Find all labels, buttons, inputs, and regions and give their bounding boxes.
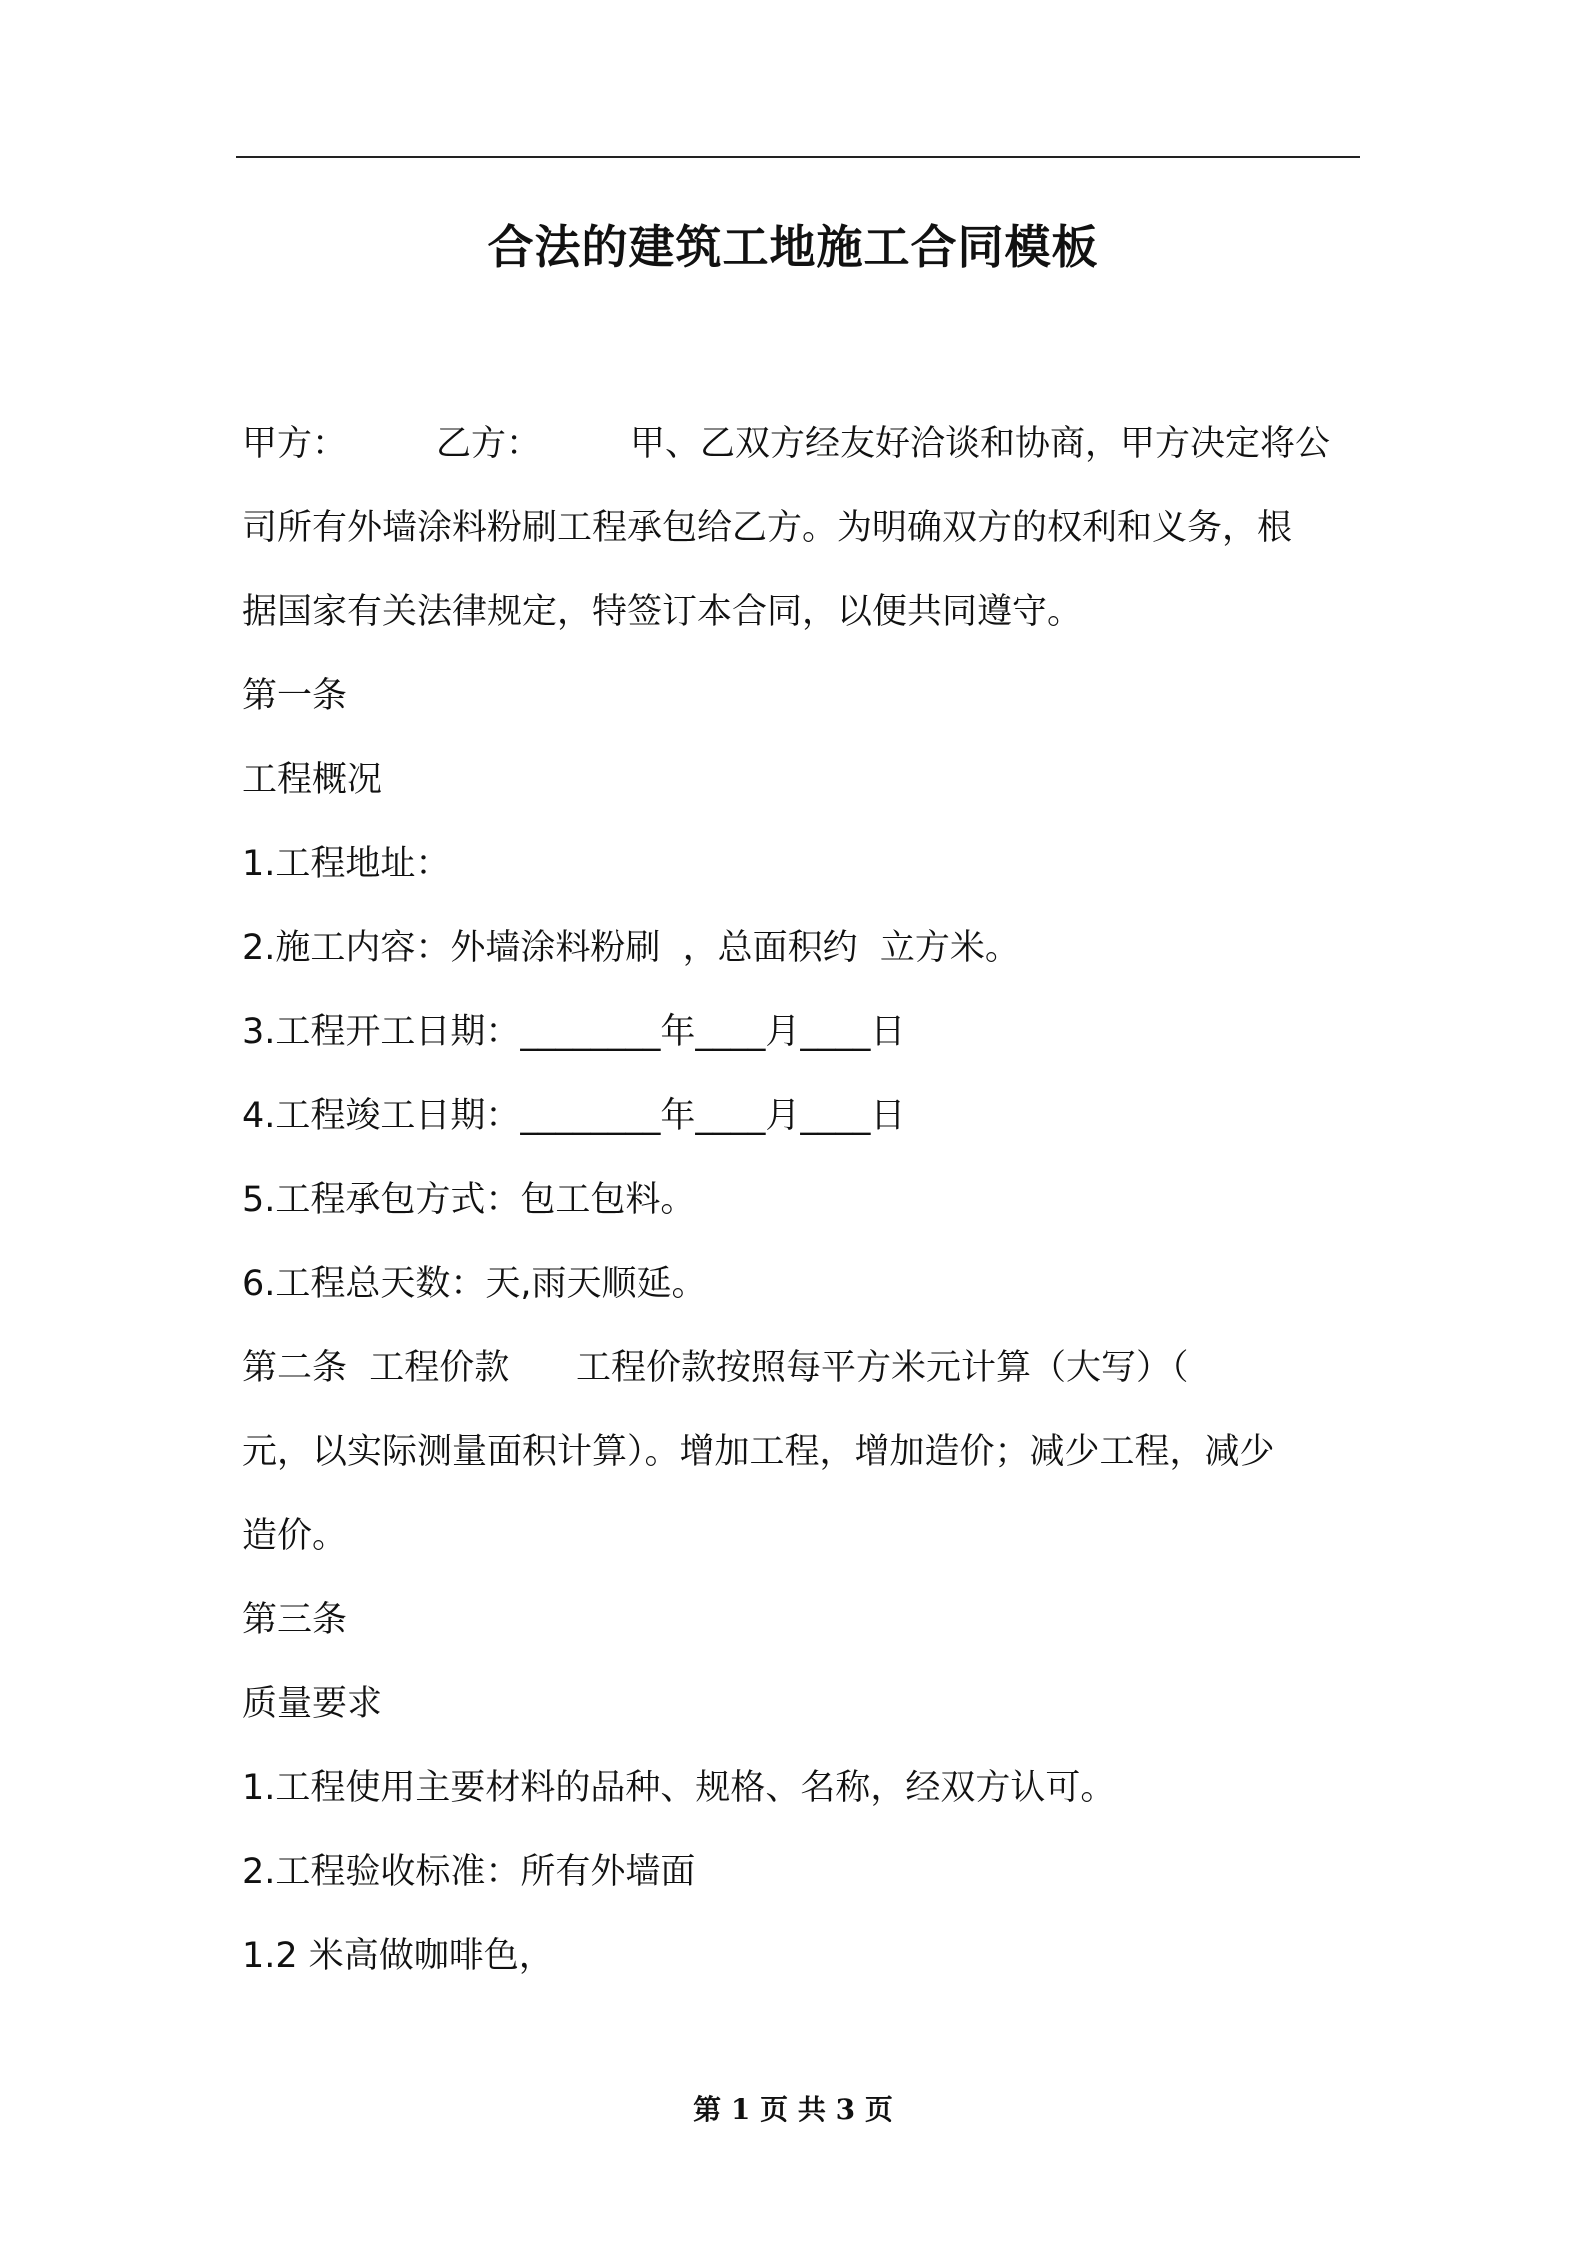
section-subheading: 质量要求 <box>242 1684 383 1724</box>
list-item: 6.工程总天数：天,雨天顺延。 <box>242 1264 707 1304</box>
list-item: 3.工程开工日期：________年____月____日 <box>242 1012 906 1052</box>
footer-suffix: 页 <box>864 2093 893 2126</box>
header-rule <box>236 156 1360 158</box>
list-item: 5.工程承包方式：包工包料。 <box>242 1180 696 1220</box>
section-subheading: 工程概况 <box>242 760 383 800</box>
footer-current-page: 1 <box>730 2093 751 2126</box>
list-item: 1.2 米高做咖啡色， <box>242 1936 554 1976</box>
page-footer <box>0 2090 1586 2130</box>
list-item: 1.工程使用主要材料的品种、规格、名称，经双方认可。 <box>242 1768 1116 1808</box>
list-item: 1.工程地址： <box>242 844 451 884</box>
document-title: 合法的建筑工地施工合同模板 <box>487 220 1099 274</box>
body-line: 司所有外墙涂料粉刷工程承包给乙方。为明确双方的权利和义务，根 <box>242 508 1293 548</box>
body-line: 第二条 工程价款 工程价款按照每平方米元计算（大写）（ <box>242 1348 1189 1388</box>
list-item: 2.施工内容：外墙涂料粉刷 ，总面积约 立方米。 <box>242 928 1020 968</box>
footer-prefix: 第 <box>693 2093 722 2126</box>
body-line: 造价。 <box>242 1516 348 1556</box>
list-item: 4.工程竣工日期：________年____月____日 <box>242 1096 906 1136</box>
body-line: 元，以实际测量面积计算）。增加工程，增加造价；减少工程，减少 <box>242 1432 1275 1472</box>
footer-total-pages: 3 <box>835 2093 856 2126</box>
section-heading: 第三条 <box>242 1600 348 1640</box>
section-heading: 第一条 <box>242 676 348 716</box>
list-item: 2.工程验收标准：所有外墙面 <box>242 1852 696 1892</box>
footer-middle: 页 共 <box>760 2093 826 2126</box>
document-body <box>242 402 1360 1998</box>
body-line: 据国家有关法律规定，特签订本合同，以便共同遵守。 <box>242 592 1083 632</box>
body-line: 甲方： 乙方： 甲、乙双方经友好洽谈和协商，甲方决定将公 <box>242 424 1331 464</box>
